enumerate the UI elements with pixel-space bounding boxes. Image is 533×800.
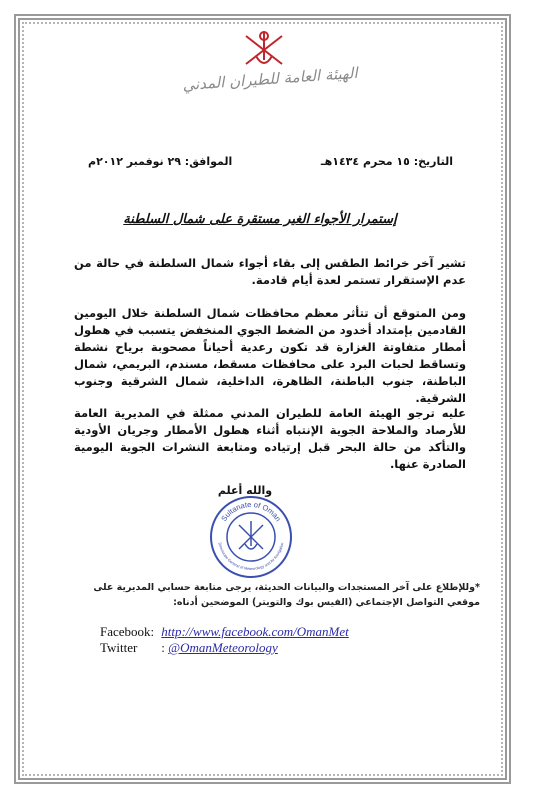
footnote: *وللإطلاع على آخر المستجدات والبيانات الحديثة، يرجى متابعة حسابي المديرية على موقعي التواصل الإجتماعي (الفيس بوك والتويتر) الموضحين أدناه: [93,582,480,608]
facebook-link[interactable]: http://www.facebook.com/OmanMet [161,624,349,639]
svg-text:Directorate General of Meteoro: Directorate General of Meteorology and Air Navigation [217,542,285,572]
official-seal-stamp [208,494,294,580]
svg-text:Sultanate of Oman: Sultanate of Oman [219,499,283,524]
oman-emblem-icon [236,26,292,74]
hijri-date: التاريخ: ١٥ محرم ١٤٣٤هـ [320,155,453,168]
facebook-line [100,624,349,640]
gregorian-date: الموافق: ٢٩ نوفمبر ٢٠١٢م [88,155,233,168]
document-title: إستمرار الأجواء الغير مستقرة على شمال السلطنة [123,212,397,227]
twitter-label: Twitter [100,640,138,655]
twitter-separator: : [161,640,165,655]
twitter-line [100,640,278,656]
signoff: والله أعلم [217,484,273,497]
paragraph-3: عليه ترجو الهيئة العامة للطيران المدني ممثلة في المديرية العامة للأرصاد والملاحة الجوية الإنتباه أثناء هطول الأمطار وجريان الأودية والتأكد من حالة البحر قبل إرتياده ومتابعة النشرات الجوية اليومية الصادرة عنها. [74,406,466,471]
facebook-label: Facebook: [100,624,155,639]
paragraph-1: تشير آخر خرائط الطقس إلى بقاء أجواء شمال السلطنة في حالة من عدم الإستقرار تستمر لعدة أيام قادمة. [74,256,466,287]
organization-name: الهيئة العامة للطيران المدني [181,63,359,95]
paragraph-2: ومن المتوقع أن تتأثر معظم محافظات شمال السلطنة خلال اليومين القادمين بإمتداد أخدود من الضغط الجوي المنخفض يتسبب في هطول أمطار متفاوتة الغزارة قد تكون رعدية أحياناً مصحوبة برياح نشطة وتساقط لحبات البرد على محافظات مسقط، مسندم، البريمي، شمال الباطنة، جنوب الباطنة، الظاهرة، الداخلية، شمال الشرقية وجنوب الشرقية. [74,306,466,405]
twitter-handle-link[interactable]: @OmanMeteorology [168,640,278,655]
